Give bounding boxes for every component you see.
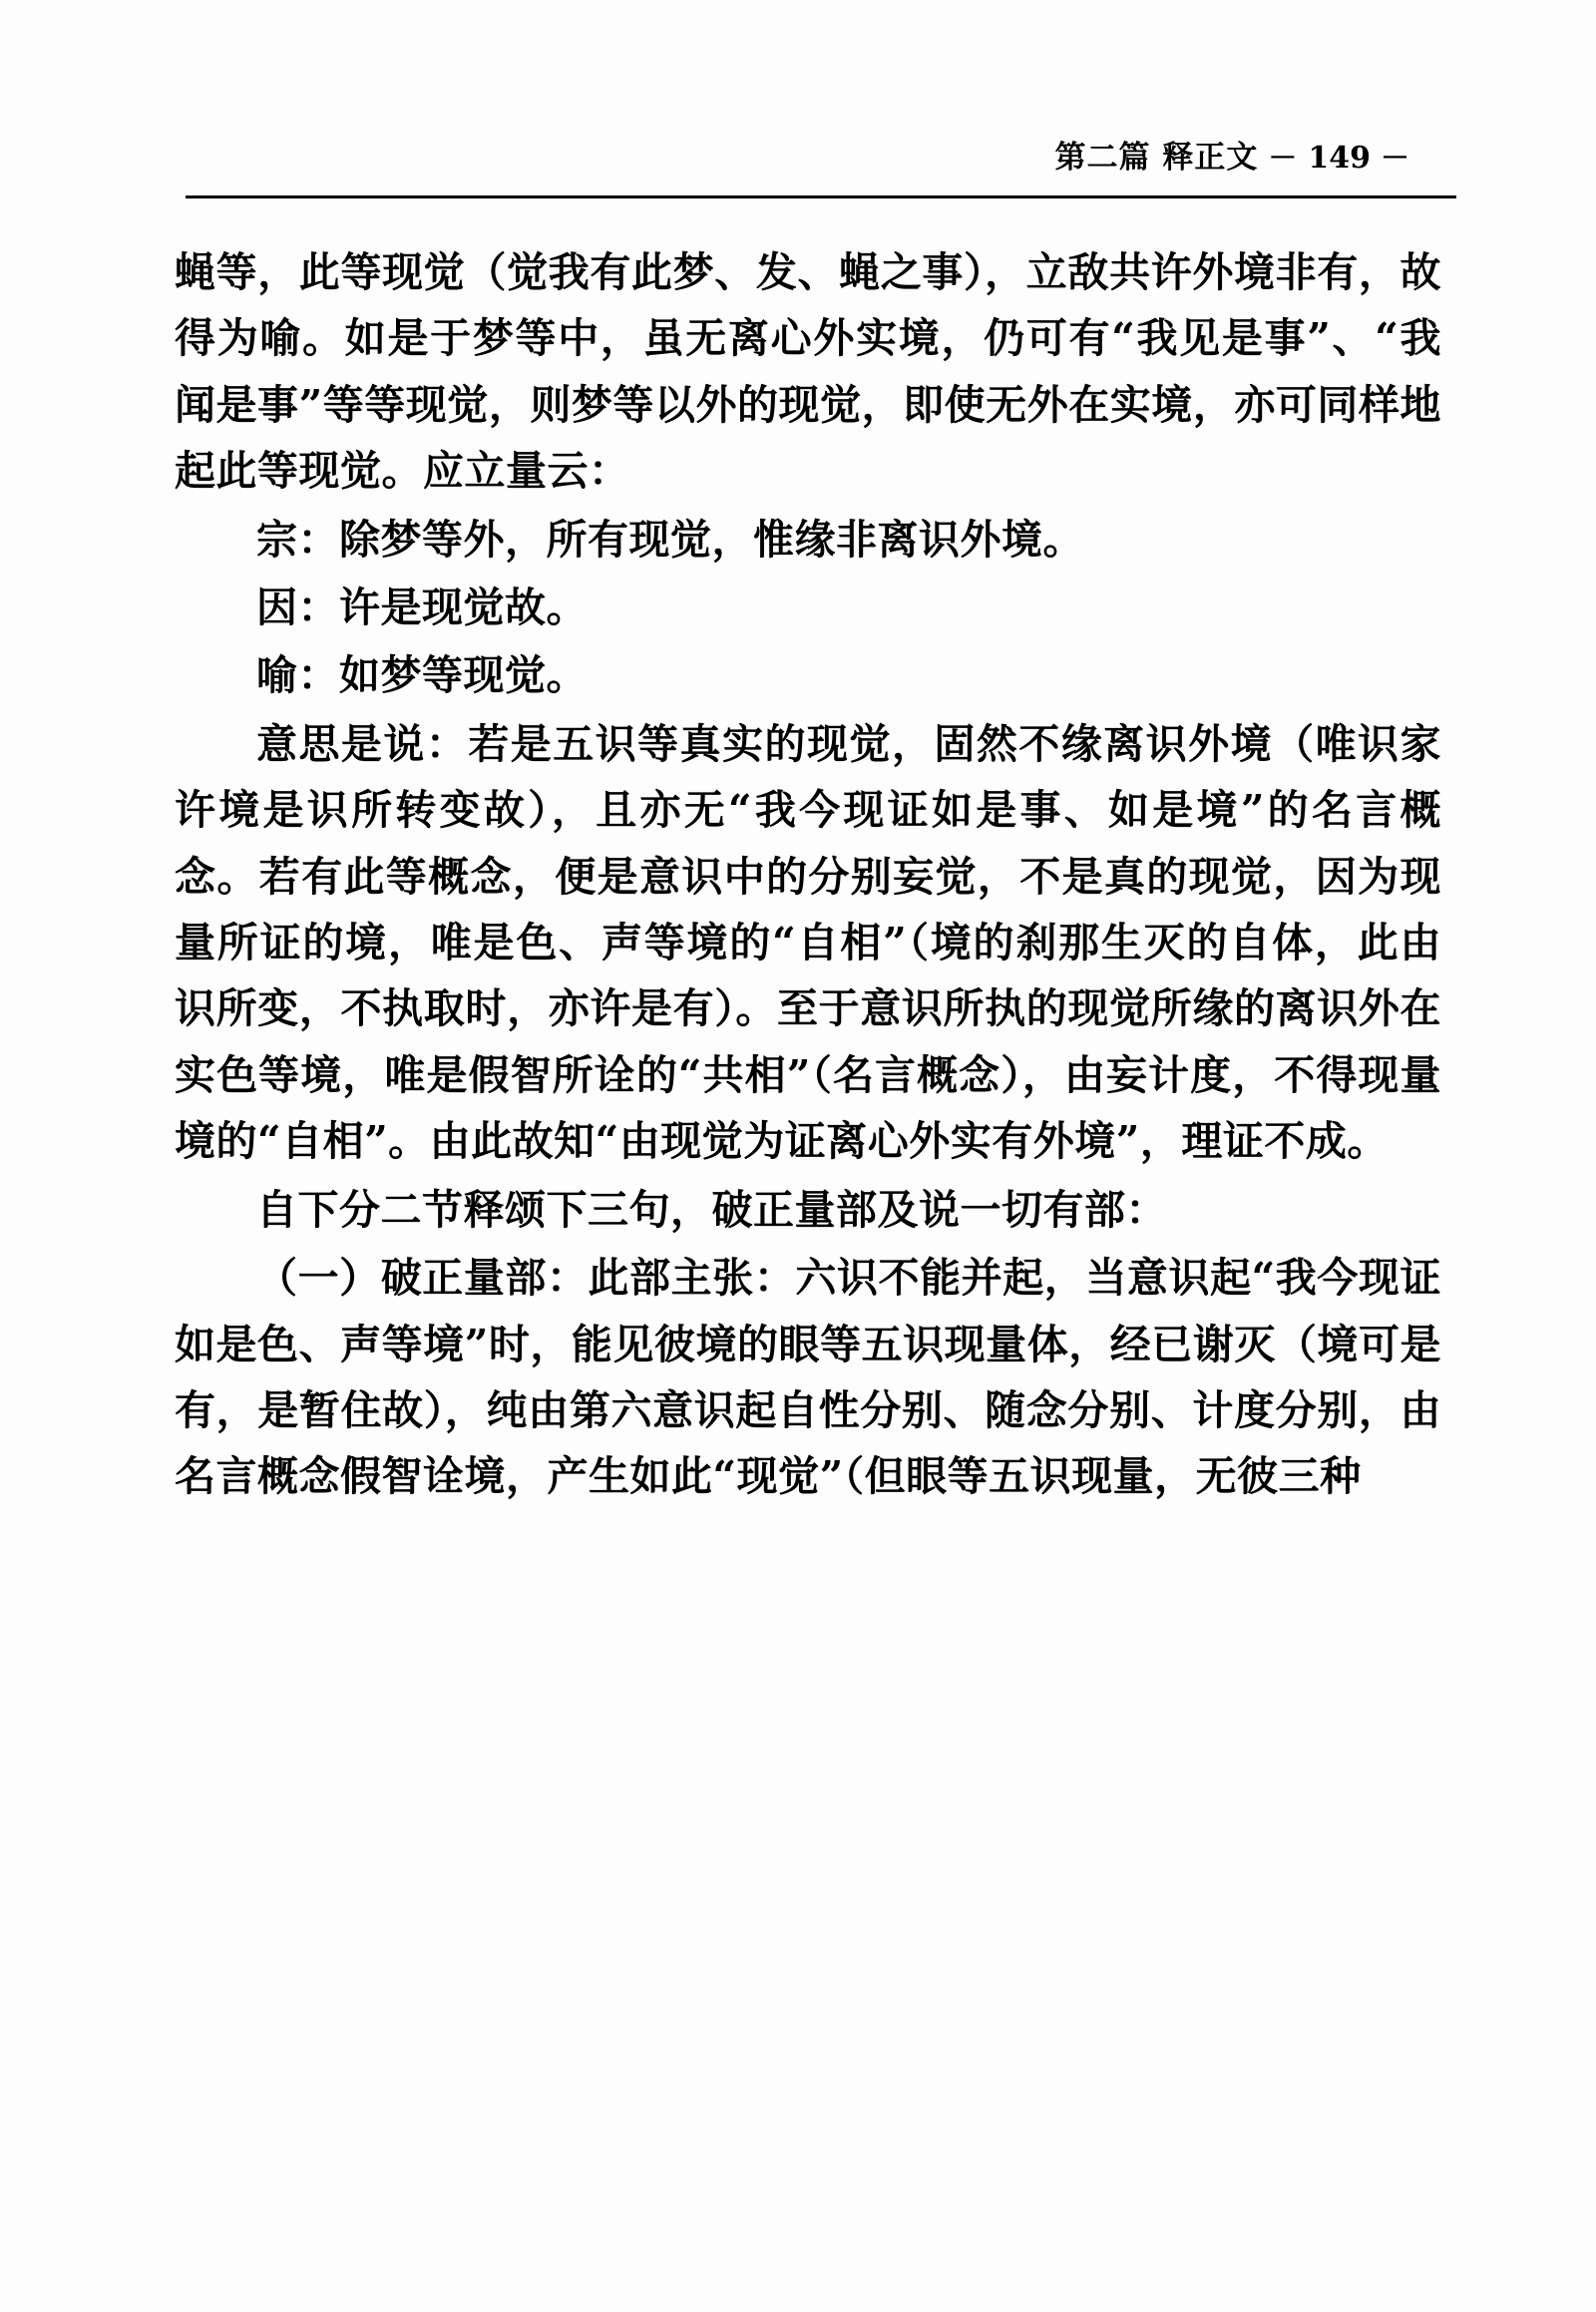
paragraph-yin: 因：许是现觉故。 [256, 583, 588, 632]
paragraph-item-one: （一）破正量部：此部主张：六识不能并起，当意识起“我今现证如是色、声等境”时，能见彼境的眼等五识现量体，经已谢灭（境可是有，是暂住故），纯由第六意识起自性分别、随念分别、计度分别，由名言概念假智诠境，产生如此“现觉”（但眼等五识现量，无彼三种 [175, 1254, 1441, 1501]
header-section-title: 第二篇 释正文 [1054, 140, 1259, 176]
paragraph-zong: 宗：除梦等外，所有现觉，惟缘非离识外境。 [256, 515, 1084, 564]
running-header [186, 132, 1410, 193]
page-body [175, 239, 1441, 1512]
header-dash-left: － [1268, 141, 1299, 175]
paragraph-yu: 喻：如梦等现觉。 [256, 651, 588, 700]
paragraph-structure-note: 自下分二节释颂下三句，破正量部及说一切有部： [256, 1185, 1167, 1234]
paragraph-opening: 蝇等，此等现觉（觉我有此梦、发、蝇之事），立敌共许外境非有，故得为喻。如是于梦等中，虽无离心外实境，仍可有“我见是事”、“我闻是事”等等现觉，则梦等以外的现觉，即使无外在实境，亦可同样地起此等现觉。应立量云： [175, 248, 1441, 496]
header-divider [186, 195, 1456, 198]
header-dash-right: － [1380, 141, 1410, 175]
page-number: 149 [1308, 141, 1371, 176]
paragraph-explanation: 意思是说：若是五识等真实的现觉，固然不缘离识外境（唯识家许境是识所转变故），且亦无“我今现证如是事、如是境”的名言概念。若有此等概念，便是意识中的分别妄觉，不是真的现觉，因为现量所证的境，唯是色、声等境的“自相”（境的刹那生灭的自体，此由识所变，不执取时，亦许是有）。至于意识所执的现觉所缘的离识外在实色等境，唯是假智所诠的“共相”（名言概念），由妄计度，不得现量境的“自相”。由此故知“由现觉为证离心外实有外境”，理证不成。 [175, 719, 1441, 1166]
